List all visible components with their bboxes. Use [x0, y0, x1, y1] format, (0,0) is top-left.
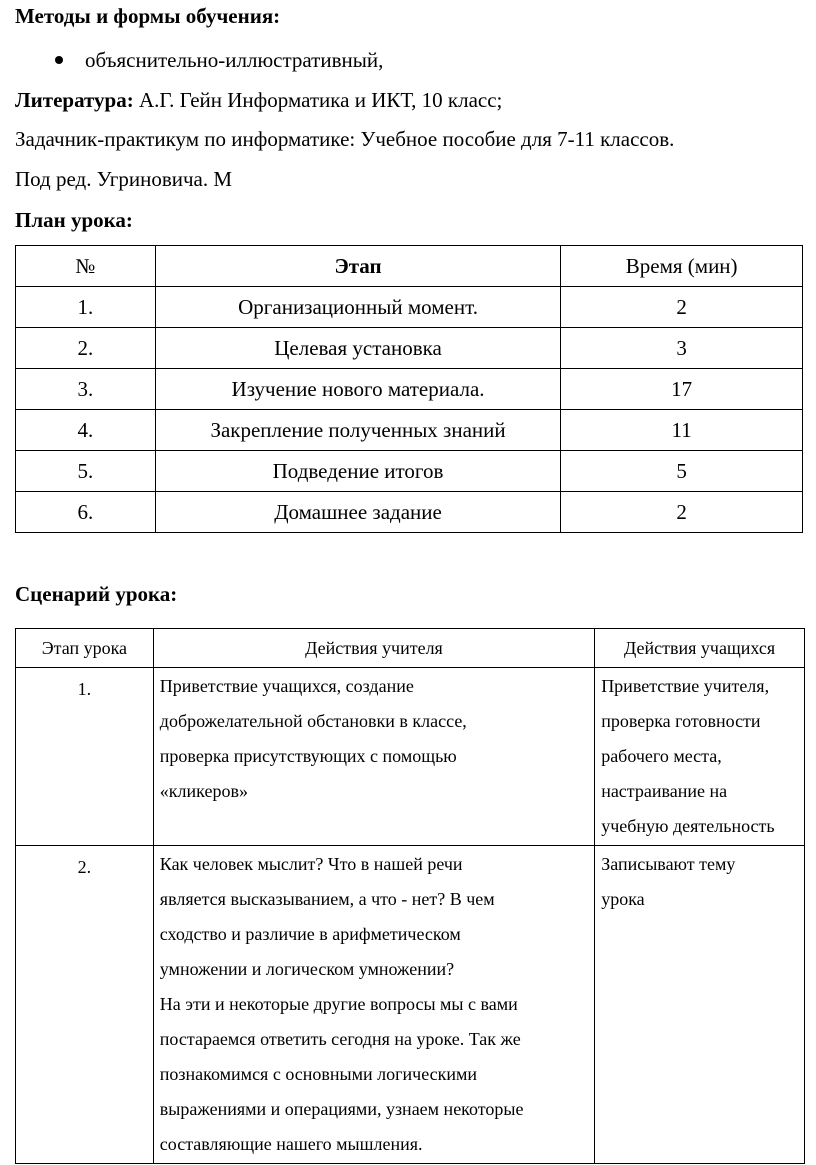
- scenario-cell-teacher: [153, 846, 594, 1164]
- plan-cell-number: 5.: [16, 451, 156, 492]
- text-line: проверка готовности: [601, 711, 761, 731]
- methods-bullet-item: [55, 48, 383, 73]
- plan-cell-time: 2: [561, 287, 803, 328]
- text-line: Записывают тему: [601, 854, 736, 874]
- plan-cell-number: 4.: [16, 410, 156, 451]
- table-row: [16, 492, 803, 533]
- text-line: доброжелательной обстановки в классе,: [159, 711, 467, 731]
- text-line: составляющие нашего мышления.: [159, 1134, 423, 1154]
- table-row: [16, 328, 803, 369]
- plan-cell-time: 3: [561, 328, 803, 369]
- text-line: проверка присутствующих с помощью: [159, 746, 457, 766]
- lesson-plan-table: [15, 245, 803, 533]
- plan-cell-stage: Организационный момент.: [155, 287, 561, 328]
- text-line: Как человек мыслит? Что в нашей речи: [159, 854, 463, 874]
- plan-cell-stage: Домашнее задание: [155, 492, 561, 533]
- scenario-header-stage: Этап урока: [16, 629, 154, 668]
- table-row: [16, 846, 805, 1164]
- scenario-cell-students: [595, 668, 805, 846]
- table-row: [16, 668, 805, 846]
- lesson-scenario-table: [15, 628, 805, 1164]
- methods-heading: Методы и формы обучения:: [15, 4, 281, 28]
- plan-cell-time: 11: [561, 410, 803, 451]
- scenario-cell-students: [595, 846, 805, 1164]
- plan-cell-number: 3.: [16, 369, 156, 410]
- plan-cell-time: 5: [561, 451, 803, 492]
- text-line: настраивание на: [601, 781, 728, 801]
- scenario-cell-teacher: [153, 668, 594, 846]
- plan-cell-stage: Изучение нового материала.: [155, 369, 561, 410]
- scenario-header-teacher: Действия учителя: [153, 629, 594, 668]
- plan-header-number: №: [16, 246, 156, 287]
- text-line: постараемся ответить сегодня на уроке. Так же: [159, 1029, 521, 1049]
- literature-text: А.Г. Гейн Информатика и ИКТ, 10 класс;: [133, 88, 503, 112]
- literature-line-2: Задачник-практикум по информатике: Учебное пособие для 7-11 классов.: [15, 127, 675, 151]
- plan-cell-stage: Подведение итогов: [155, 451, 561, 492]
- text-line: познакомимся с основными логическими: [159, 1064, 478, 1084]
- plan-cell-stage: Целевая установка: [155, 328, 561, 369]
- plan-cell-stage: Закрепление полученных знаний: [155, 410, 561, 451]
- text-line: урока: [601, 889, 645, 909]
- text-line: учебную деятельность: [601, 816, 775, 836]
- plan-cell-time: 17: [561, 369, 803, 410]
- literature-line: [15, 88, 502, 113]
- scenario-header-students: Действия учащихся: [595, 629, 805, 668]
- plan-cell-number: 1.: [16, 287, 156, 328]
- text-line: сходство и различие в арифметическом: [159, 924, 461, 944]
- table-row: [16, 451, 803, 492]
- table-row: [16, 287, 803, 328]
- methods-bullet-text: объяснительно-иллюстративный,: [85, 48, 384, 72]
- plan-header-stage: Этап: [155, 246, 561, 287]
- text-line: «кликеров»: [159, 781, 248, 801]
- plan-cell-number: 6.: [16, 492, 156, 533]
- table-header-row: [16, 629, 805, 668]
- bullet-icon: [55, 56, 63, 64]
- literature-label: Литература:: [15, 88, 134, 112]
- text-line: умножении и логическом умножении?: [159, 959, 455, 979]
- table-header-row: [16, 246, 803, 287]
- text-line: рабочего места,: [601, 746, 722, 766]
- scenario-cell-stage: 2.: [16, 846, 154, 1164]
- table-row: [16, 410, 803, 451]
- plan-cell-time: 2: [561, 492, 803, 533]
- table-row: [16, 369, 803, 410]
- text-line: выражениями и операциями, узнаем некоторые: [159, 1099, 524, 1119]
- text-line: Приветствие учащихся, создание: [159, 676, 414, 696]
- text-line: является высказыванием, а что - нет? В чем: [159, 889, 495, 909]
- plan-header-time: Время (мин): [561, 246, 803, 287]
- scenario-cell-stage: 1.: [16, 668, 154, 846]
- plan-cell-number: 2.: [16, 328, 156, 369]
- text-line: Приветствие учителя,: [601, 676, 770, 696]
- literature-line-3: Под ред. Угриновича. М: [15, 167, 233, 191]
- text-line: На эти и некоторые другие вопросы мы с вами: [159, 994, 518, 1014]
- scenario-heading: Сценарий урока:: [15, 582, 178, 606]
- plan-heading: План урока:: [15, 208, 133, 232]
